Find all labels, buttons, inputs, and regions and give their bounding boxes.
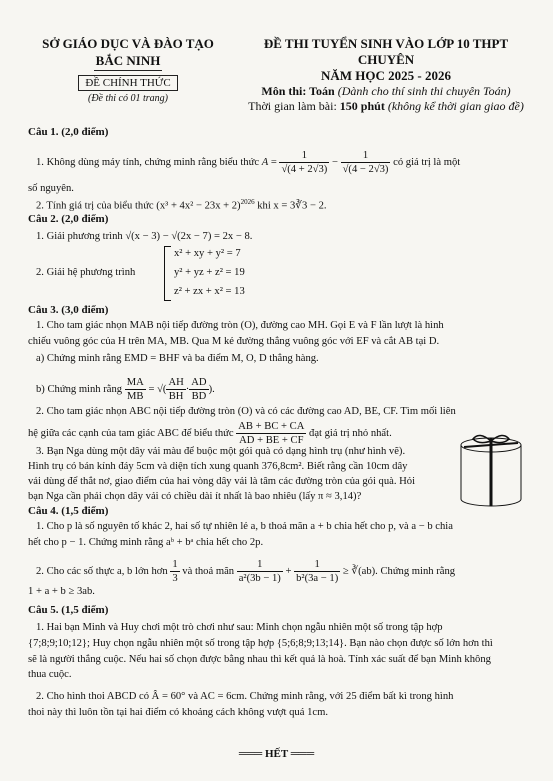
q4-frac-third: $\frac{1}{3}$ bbox=[172, 559, 178, 584]
q3-frac-ah-bh: $\frac{AH}{BH}$ bbox=[168, 377, 184, 402]
q1-p1-cont: số nguyên. bbox=[28, 183, 74, 194]
q3-part-a: a) Chứng minh rằng EMD = BHF và ba điểm M, O, D thẳng hàng. bbox=[36, 353, 319, 364]
q5-line6: thoi này thì luôn tồn tại hai điểm có khoảng cách không vượt quá 1cm. bbox=[28, 707, 328, 718]
q1-frac2: $\frac{1}{√(4 - 2√3)}$ bbox=[342, 150, 389, 175]
q3-l4-text: hệ giữa các cạnh của tam giác ABC để biểu thức bbox=[28, 427, 234, 439]
header-divider bbox=[94, 70, 162, 71]
q2-part1: 1. Giải phương trình √(x − 3) − √(2x − 7) = 2x − 8. bbox=[36, 231, 253, 242]
system-brace bbox=[164, 246, 171, 301]
q4-line4: 1 + a + b ≥ 3ab. bbox=[28, 586, 95, 597]
q3-line7: vải dùng để thắt nơ, giao điểm của hai vòng dây vải là tâm các đường tròn của gói quà. Hỏi bbox=[28, 476, 416, 487]
time-value: 150 phút bbox=[339, 99, 385, 113]
q3-ratio-num: AB + BC + CA bbox=[238, 421, 305, 432]
q5-line1: 1. Hai bạn Minh và Huy chơi một trò chơi như sau: Minh chọn ngẫu nhiên một số trong tập hợp bbox=[36, 622, 443, 633]
q3-line3: 2. Cho tam giác nhọn ABC nội tiếp đường tròn (O) và có các đường cao AD, BE, CF. Tìm mối liên bbox=[36, 406, 456, 417]
school-year: NĂM HỌC 2025 - 2026 bbox=[321, 68, 451, 83]
q1-p2-tail: khi x = 3∛3 − 2. bbox=[257, 200, 327, 212]
end-marker: ═══ HẾT ═══ bbox=[238, 748, 315, 760]
q3-ratio bbox=[236, 420, 306, 447]
subject-label: Môn thi: Toán bbox=[261, 84, 335, 98]
pages-note: (Đề thi có 01 trang) bbox=[88, 93, 168, 104]
q4-frac-a: $\frac{1}{\text{a²(3b − 1)}}$ bbox=[238, 559, 281, 584]
q3-frac-ad-bd: $\frac{AD}{BD}$ bbox=[191, 377, 207, 402]
q3-line6: Hình trụ có bán kính đáy 5cm và diện tích xung quanh 376,8cm². Biết rằng cần 10cm dây bbox=[28, 461, 408, 472]
q1-exponent: 2026 bbox=[240, 198, 255, 206]
q4-line2: hết cho p − 1. Chứng minh rằng aᵇ + bᵃ chia hết cho 2p. bbox=[28, 537, 264, 548]
q5-line2: {7;8;9;10;12}; Huy chọn ngẫu nhiên một số trong tập hợp {5;6;8;9;13;14}. Bạn nào chọn được số lớn hơn thì bbox=[28, 638, 493, 649]
q3-title: Câu 3. (3,0 điểm) bbox=[28, 304, 109, 316]
exam-title: ĐỀ THI TUYỂN SINH VÀO LỚP 10 THPT CHUYÊN bbox=[263, 36, 509, 67]
q1-p2-text: 2. Tính giá trị của biểu thức bbox=[36, 200, 154, 212]
subject-line bbox=[236, 84, 536, 99]
official-stamp: ĐỀ CHÍNH THỨC bbox=[78, 75, 177, 91]
gift-cylinder-figure bbox=[452, 433, 530, 511]
q1-part1-line: 1. Không dùng máy tính, chứng minh rằng biểu thức A = $\frac{1}{√(4 + 2√3)}$ − $\frac{1}{√(4 - 2√3)}$ có giá trị là một bbox=[36, 150, 461, 175]
q5-line3: sẽ là người thắng cuộc. Nếu hai số chọn được bằng nhau thì kết quả là hoà. Tính xác suất để bạn Minh không bbox=[28, 654, 491, 665]
q5-line5: 2. Cho hình thoi ABCD có Â = 60° và AC = 6cm. Chứng minh rằng, với 25 điểm bất kì trong hình bbox=[36, 691, 454, 702]
header-left bbox=[28, 36, 228, 104]
q4-line3: 2. Cho các số thực a, b lớn hơn $\frac{1}{3}$ và thoả mãn $\frac{1}{\text{a²(3b − 1)}}$ + $\frac{1}{\text{b²(3a − 1)}}$ ≥ ∛(ab). Chứng minh rằng bbox=[36, 559, 456, 584]
q2-title: Câu 2. (2,0 điểm) bbox=[28, 213, 109, 225]
dept-line2: BẮC NINH bbox=[95, 53, 161, 68]
q3-b-text: b) Chứng minh rằng bbox=[36, 383, 123, 395]
q4-line1: 1. Cho p là số nguyên tố khác 2, hai số tự nhiên lẻ a, b thoả mãn a + b chia hết cho p, và a − b chia bbox=[36, 521, 453, 532]
system-eq2: y² + yz + z² = 19 bbox=[174, 267, 245, 278]
q1-p1-tail: có giá trị là một bbox=[393, 156, 461, 168]
q3-ratio-den: AD + BE + CF bbox=[239, 435, 304, 446]
q4-title: Câu 4. (1,5 điểm) bbox=[28, 505, 109, 517]
header-right bbox=[236, 36, 536, 114]
subject-note: (Dành cho thí sinh thi chuyên Toán) bbox=[337, 84, 511, 98]
q1-title: Câu 1. (2,0 điểm) bbox=[28, 126, 109, 138]
q1-part2-line: 2. Tính giá trị của biểu thức $(x^3 + 4x^2 - 23x + 2)^{2026}$ khi x = 3∛3 − 2. bbox=[36, 198, 327, 212]
q4-l3-text: 2. Cho các số thực a, b lớn hơn bbox=[36, 565, 168, 577]
time-note: (không kể thời gian giao đề) bbox=[387, 99, 524, 113]
q3-frac-ma-mb: $\frac{MA}{MB}$ bbox=[126, 377, 144, 402]
q2-part2: 2. Giải hệ phương trình bbox=[36, 267, 136, 278]
time-label: Thời gian làm bài: bbox=[248, 99, 337, 113]
q3-part-b: b) Chứng minh rằng $\frac{MA}{MB}$ = √( $\frac{AH}{BH}$ · $\frac{AD}{BD}$ ). bbox=[36, 377, 215, 402]
q3-line5: 3. Bạn Nga dùng một dây vải màu để buộc một gói quà có dạng hình trụ (như hình vẽ). bbox=[36, 446, 406, 457]
q3-l4-tail: đạt giá trị nhỏ nhất. bbox=[309, 427, 392, 439]
q1-frac1: $\frac{1}{√(4 + 2√3)}$ bbox=[281, 150, 328, 175]
q3-line1: 1. Cho tam giác nhọn MAB nội tiếp đường tròn (O), đường cao MH. Gọi E và F lần lượt là hình bbox=[36, 320, 444, 331]
q1-p1-text: 1. Không dùng máy tính, chứng minh rằng biểu thức bbox=[36, 156, 260, 168]
dept-line1: SỞ GIÁO DỤC VÀ ĐÀO TẠO bbox=[42, 36, 214, 51]
q4-l3-tail: ≥ ∛(ab). Chứng minh rằng bbox=[342, 565, 456, 577]
system-eq3: z² + zx + x² = 13 bbox=[174, 286, 245, 297]
q4-l3-mid: và thoả mãn bbox=[182, 565, 235, 577]
q1-var-a: A bbox=[261, 156, 269, 168]
q3-line4 bbox=[28, 420, 392, 447]
q4-frac-b: $\frac{1}{\text{b²(3a − 1)}}$ bbox=[296, 559, 339, 584]
system-eq1: x² + xy + y² = 7 bbox=[174, 248, 241, 259]
q3-line2: chiếu vuông góc của H trên MA, MB. Qua M kẻ đường thẳng vuông góc với EF và cắt AB tại D. bbox=[28, 336, 440, 347]
q3-line8: bạn Nga cần phải chọn dây vải có chiều dài ít nhất là bao nhiêu (lấy π ≈ 3,14)? bbox=[28, 491, 362, 502]
time-line bbox=[236, 99, 536, 114]
q5-title: Câu 5. (1,5 điểm) bbox=[28, 604, 109, 616]
q5-line4: thua cuộc. bbox=[28, 669, 72, 680]
